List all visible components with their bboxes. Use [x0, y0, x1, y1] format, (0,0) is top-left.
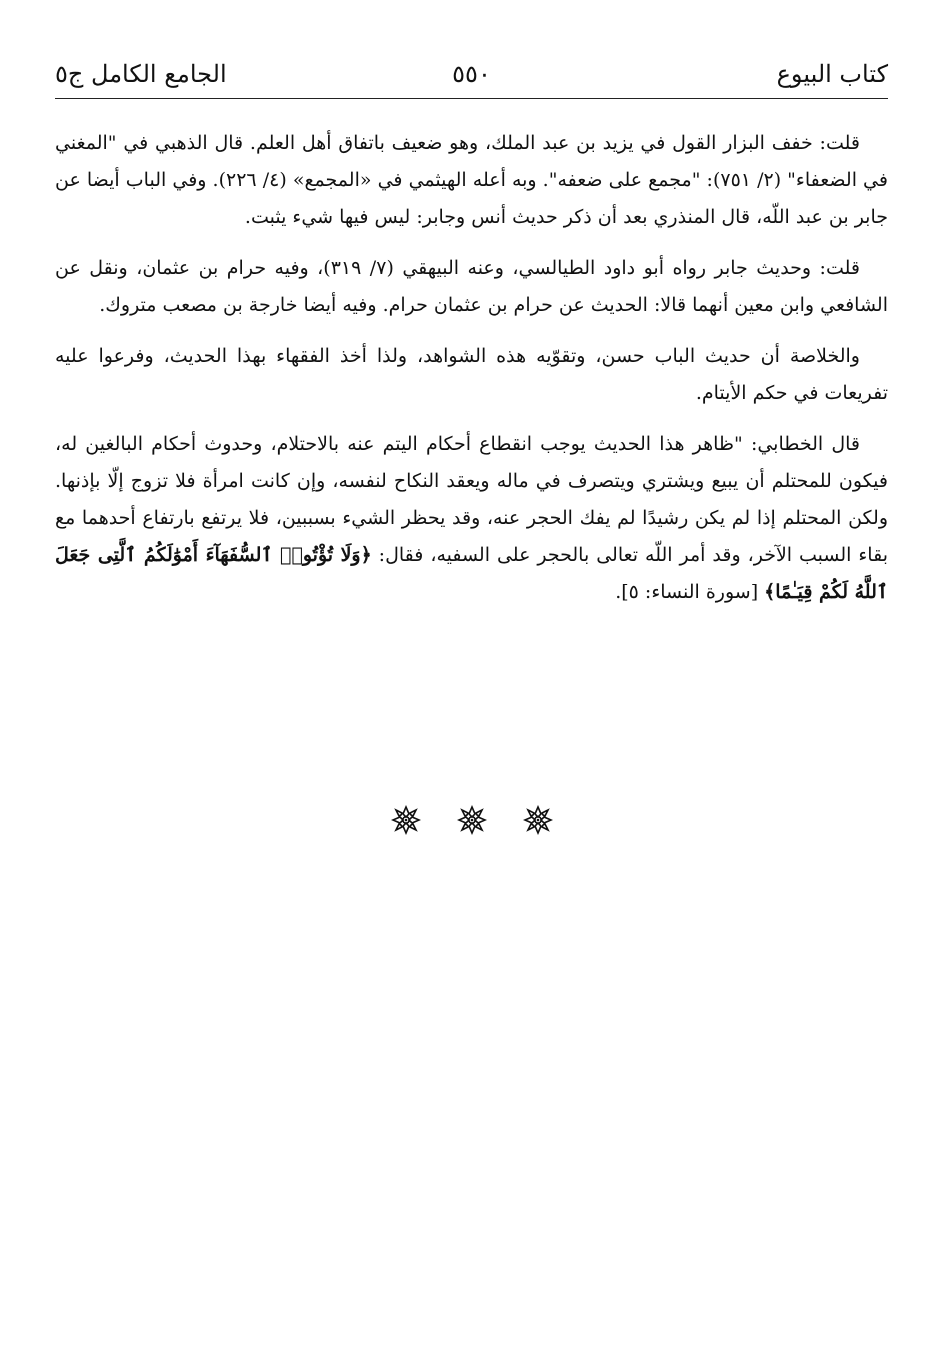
paragraph-1: قلت: خفف البزار القول في يزيد بن عبد الملك، وهو ضعيف باتفاق أهل العلم. قال الذهبي في "المغني في الضعفاء" (٢/ ٧٥١): "مجمع على ضعفه". وبه أعله الهيثمي في «المجمع» (٤/ ٢٢٦). وفي الباب أيضا عن جابر بن عبد اللّه، قال المنذري بعد أن ذكر حديث أنس وجابر: ليس فيها شيء يثبت.: [55, 132, 888, 228]
book-title: الجامع الكامل ج٥: [55, 60, 227, 88]
chapter-title: كتاب البيوع: [776, 60, 888, 88]
paragraph-3: والخلاصة أن حديث الباب حسن، وتقوّيه هذه الشواهد، ولذا أخذ الفقهاء بهذا الحديث، وفرعوا عليه تفريعات في حكم الأيتام.: [55, 345, 888, 404]
verse-reference: [سورة النساء: ٥].: [615, 581, 765, 603]
paragraph-4: [55, 426, 888, 611]
paragraph-4-text: قال الخطابي: "ظاهر هذا الحديث يوجب انقطاع أحكام اليتم عنه بالاحتلام، وحدوث أحكام البالغين له، فيكون للمحتلم أن يبيع ويشتري ويتصرف في ماله ويعقد النكاح لنفسه، وإن كانت امرأة فلا تزوج إلّا بإذنها. ولكن المحتلم إذا لم يكن رشيدًا لم يفك الحجر عنه، وقد يحظر الشيء بسببين، فلا يرتفع بارتفاع أحدهما مع بقاء السبب الآخر، وقد أمر اللّه تعالى بالحجر على السفيه، فقال:: [55, 433, 888, 566]
floral-ornament-icon: [391, 805, 421, 835]
floral-ornament-icon: [457, 805, 487, 835]
floral-ornament-icon: [523, 805, 553, 835]
quran-verse: ﴿وَلَا تُؤْتُوا۟ ٱلسُّفَهَآءَ أَمْوَٰلَكُمُ ٱلَّتِى جَعَلَ ٱللَّهُ لَكُمْ قِيَـٰمًا﴾: [55, 544, 888, 603]
page-header: [55, 58, 888, 99]
page-body: [55, 125, 888, 625]
section-end-ornaments: [0, 805, 943, 835]
paragraph-2: قلت: وحديث جابر رواه أبو داود الطيالسي، وعنه البيهقي (٧/ ٣١٩)، وفيه حرام بن عثمان، ونقل عن الشافعي وابن معين أنهما قالا: الحديث عن حرام بن عثمان حرام. وفيه أيضا خارجة بن مصعب متروك.: [55, 257, 888, 316]
page-number: ٥٥٠: [452, 60, 491, 88]
